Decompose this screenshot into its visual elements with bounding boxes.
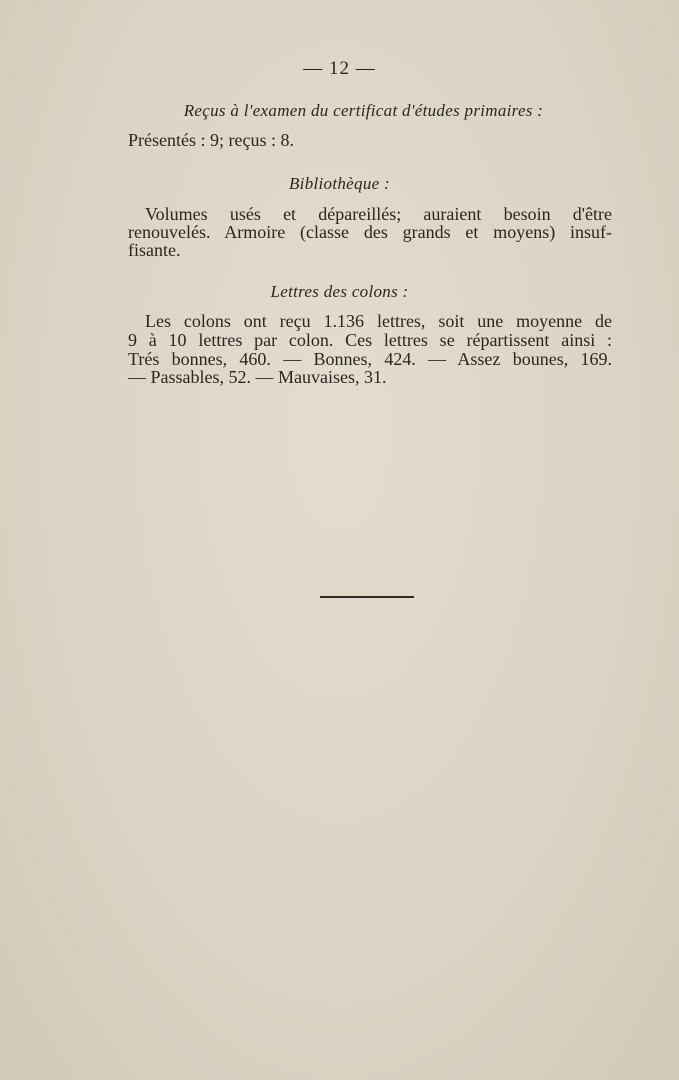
library-line-1: Volumes usés et dépareillés; auraient besoin d'être — [145, 204, 612, 224]
library-line-2: renouvelés. Armoire (classe des grands et moyens) insuf- — [128, 222, 612, 242]
page-number: — 12 — — [303, 58, 376, 79]
letters-line-2: 9 à 10 lettres par colon. Ces lettres se répartissent ainsi : — [128, 330, 612, 350]
section-heading-letters: Lettres des colons : — [270, 282, 409, 301]
end-rule-divider — [320, 596, 414, 598]
section-heading-library: Bibliothèque : — [289, 174, 390, 193]
section-heading-exam: Reçus à l'examen du certificat d'études primaires : — [183, 101, 544, 120]
letters-line-3: Trés bonnes, 460. — Bonnes, 424. — Assez bounes, 169. — [128, 349, 612, 369]
letters-line-1: Les colons ont reçu 1.136 lettres, soit une moyenne de — [145, 311, 612, 331]
letters-line-4: — Passables, 52. — Mauvaises, 31. — [128, 367, 387, 387]
library-line-3: fisante. — [128, 240, 181, 260]
exam-results-line: Présentés : 9; reçus : 8. — [128, 130, 294, 150]
